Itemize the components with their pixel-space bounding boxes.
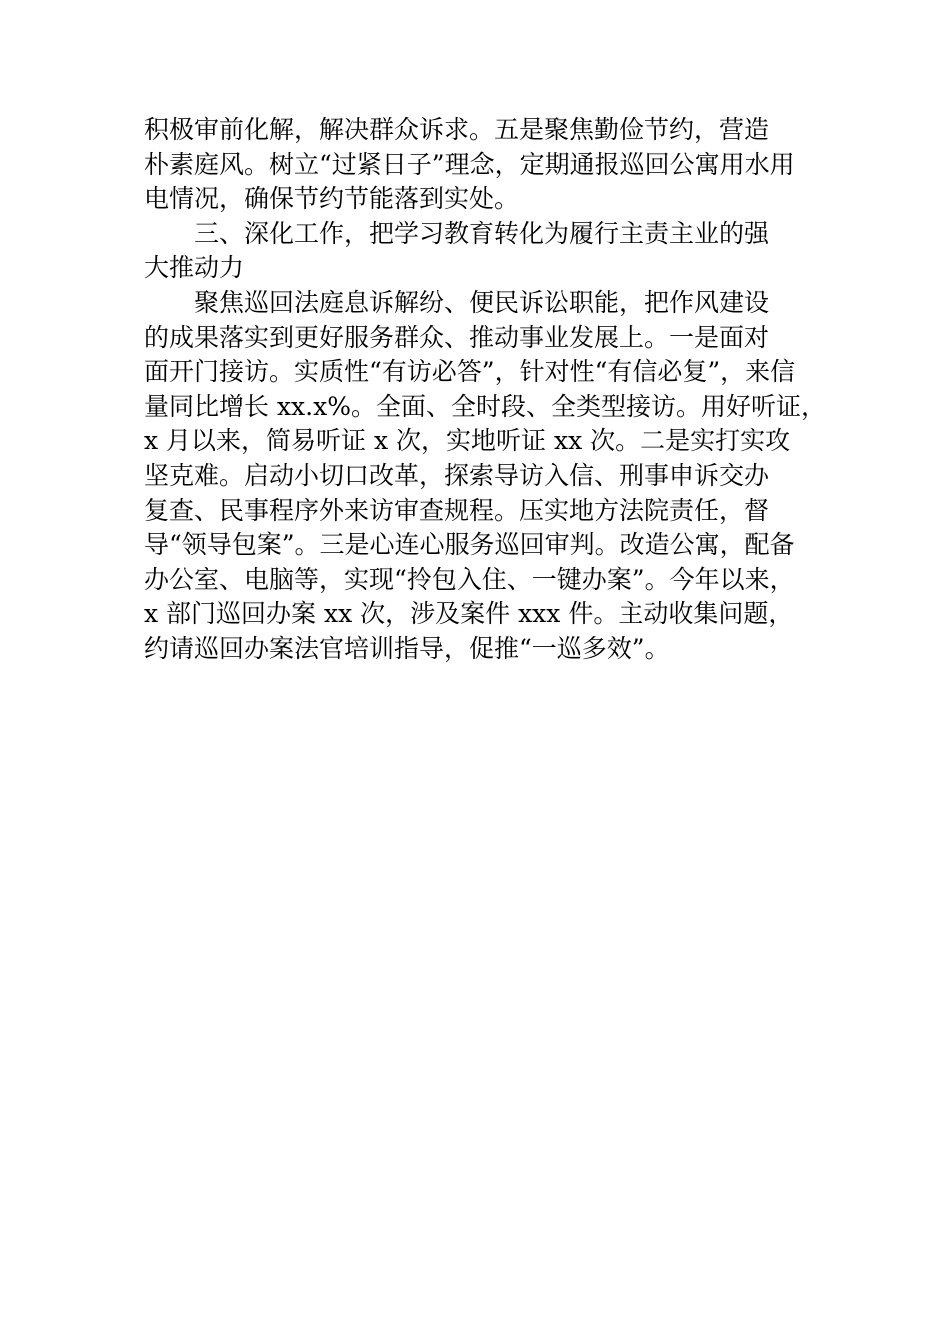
text-line: 电情况，确保节约节能落到实处。 xyxy=(144,184,520,214)
text-line: x 月以来，简易听证 x 次，实地听证 xx 次。二是实打实攻 xyxy=(144,426,791,456)
text-line: 量同比增长 xx.x%。全面、全时段、全类型接访。用好听证， xyxy=(144,391,826,421)
text-line: 朴素庭风。树立“过紧日子”理念，定期通报巡回公寓用水用 xyxy=(144,149,795,179)
text-line: 复查、民事程序外来访审查规程。压实地方法院责任，督 xyxy=(144,495,770,525)
text-line: 积极审前化解，解决群众诉求。五是聚焦勤俭节约，营造 xyxy=(144,115,770,144)
text-line: 的成果落实到更好服务群众、推动事业发展上。一是面对 xyxy=(144,322,770,352)
text-line: x 部门巡回办案 xx 次，涉及案件 xxx 件。主动收集问题， xyxy=(144,599,794,629)
text-line: 约请巡回办案法官培训指导，促推“一巡多效”。 xyxy=(144,633,670,663)
heading-line: 三、深化工作，把学习教育转化为履行主责主业的强 xyxy=(194,218,770,248)
text-line: 聚焦巡回法庭息诉解纷、便民诉讼职能，把作风建设 xyxy=(194,287,770,317)
document-body xyxy=(144,113,834,667)
section-heading xyxy=(144,217,834,286)
paragraph-main xyxy=(144,286,834,667)
text-line: 面开门接访。实质性“有访必答”，针对性“有信必复”，来信 xyxy=(144,357,796,387)
text-line: 坚克难。启动小切口改革，探索导访入信、刑事申诉交办 xyxy=(144,460,770,490)
heading-line: 大推动力 xyxy=(144,253,245,283)
paragraph-continued xyxy=(144,113,834,217)
text-line: 办公室、电脑等，实现“拎包入住、一键办案”。今年以来， xyxy=(144,564,795,594)
text-line: 导“领导包案”。三是心连心服务巡回审判。改造公寓，配备 xyxy=(144,530,795,560)
